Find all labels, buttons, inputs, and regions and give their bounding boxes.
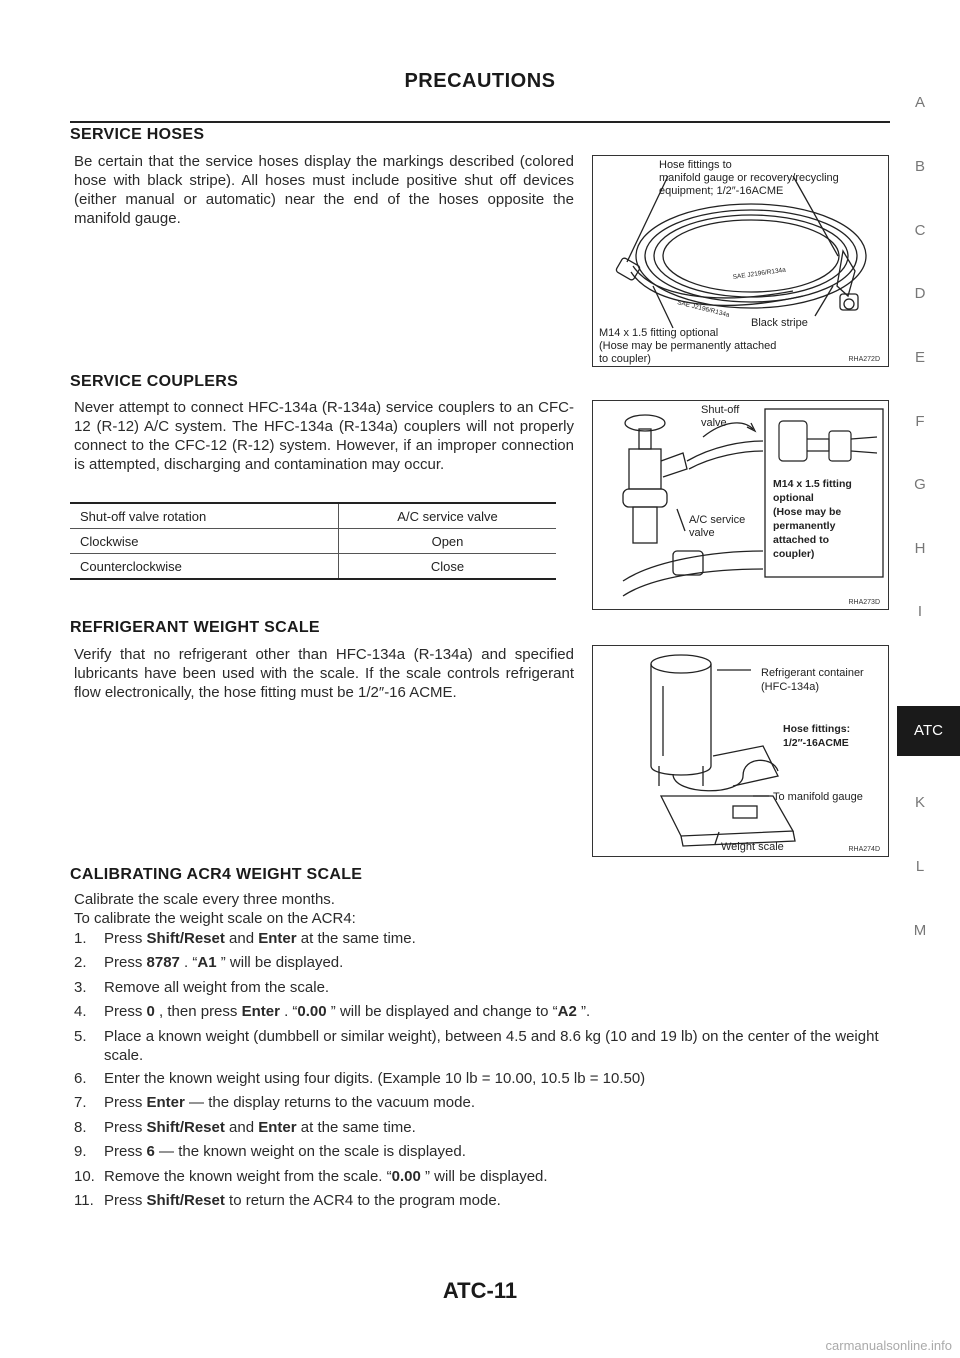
- step-text: [104, 1118, 894, 1137]
- step-text: [104, 1167, 894, 1186]
- calibrating-intro-1: Calibrate the scale every three months.: [74, 891, 335, 908]
- step-number: 8.: [74, 1119, 87, 1136]
- side-index-letter[interactable]: K: [914, 794, 925, 811]
- hose-label-top-2: manifold gauge or recovery/recycling: [659, 172, 839, 184]
- section-title-service-couplers: SERVICE COUPLERS: [70, 373, 239, 390]
- step-text-segment: . “: [279, 1003, 298, 1020]
- step-key: 8787: [146, 954, 180, 971]
- step-text-segment: ” will be displayed and change to “: [326, 1003, 558, 1020]
- figure-weight-scale: [592, 645, 889, 857]
- step-key: Enter: [241, 1003, 280, 1020]
- service-couplers-paragraph: Never attempt to connect HFC-134a (R-134a) service couplers to an CFC-12 (R-12) A/C system. The HFC-134a (R-134a) couplers will not properly connect to the CFC-12 (R-12) system. However, if an improper connection is attempted, discharging and contamination may occur.: [74, 399, 574, 473]
- step-text-segment: Press: [104, 1192, 147, 1209]
- figure-code-scale: RHA274D: [848, 846, 880, 853]
- step-key: 0: [146, 1003, 155, 1020]
- side-index-letter[interactable]: G: [914, 476, 926, 493]
- step-number: 1.: [74, 930, 87, 947]
- step-text: [104, 978, 894, 997]
- watermark: carmanualsonline.info: [825, 1338, 952, 1353]
- section-title-weight-scale: REFRIGERANT WEIGHT SCALE: [70, 619, 320, 636]
- step-text-segment: ” will be displayed.: [216, 954, 344, 971]
- table-header-cell: Shut-off valve rotation: [70, 503, 339, 529]
- service-hoses-paragraph: Be certain that the service hoses display the markings described (colored hose with black stripe). All hoses must include positive shut off devices (either manual or automatic) near the end of the hoses opposite the manifold gauge.: [74, 153, 574, 227]
- section-title-calibrating: CALIBRATING ACR4 WEIGHT SCALE: [70, 866, 363, 883]
- step-number: 9.: [74, 1143, 87, 1160]
- step-text-segment: — the known weight on the scale is displayed.: [154, 1143, 466, 1160]
- step-text-segment: ”.: [576, 1003, 591, 1020]
- step-key: 0.00: [297, 1003, 327, 1020]
- coupler-label-m14-1: M14 x 1.5 fitting: [773, 478, 852, 490]
- side-index-letter[interactable]: H: [914, 540, 926, 557]
- side-index-letter[interactable]: I: [917, 603, 923, 620]
- hose-label-black-stripe: Black stripe: [751, 317, 808, 329]
- coupler-illustration: [593, 401, 890, 611]
- scale-label-container-1: Refrigerant container: [761, 667, 864, 679]
- table-header-cell: A/C service valve: [339, 503, 557, 529]
- side-index-letter[interactable]: E: [914, 349, 925, 366]
- step-text: [104, 1027, 894, 1065]
- step-number: 4.: [74, 1003, 87, 1020]
- scale-label-fittings-1: Hose fittings:: [783, 723, 851, 735]
- side-index-letter[interactable]: D: [914, 285, 926, 302]
- figure-service-coupler: [592, 400, 889, 610]
- step-number: 3.: [74, 979, 87, 996]
- step-text-segment: , then press: [154, 1003, 242, 1020]
- step-text-segment: . “: [179, 954, 198, 971]
- step-text-segment: and: [224, 930, 259, 947]
- scale-label-weight: Weight scale: [721, 841, 784, 853]
- calibrating-intro-2: To calibrate the weight scale on the ACR4:: [74, 910, 356, 927]
- step-text: [104, 953, 894, 972]
- step-text-segment: Press: [104, 1143, 147, 1160]
- coupler-label-shutoff-2: valve: [701, 417, 727, 429]
- step-text: [104, 1093, 894, 1112]
- step-number: 11.: [74, 1192, 94, 1209]
- page-number: ATC-11: [442, 1278, 518, 1303]
- step-key: Shift/Reset: [146, 930, 225, 947]
- step-text: [104, 929, 894, 948]
- step-number: 10.: [74, 1168, 95, 1185]
- shutoff-valve-table: [70, 502, 556, 580]
- figure-code-coupler: RHA273D: [848, 599, 880, 606]
- scale-label-fittings-2: 1/2″-16ACME: [783, 737, 849, 749]
- step-key: Enter: [146, 1094, 185, 1111]
- step-text: [104, 1002, 894, 1021]
- title-rule: [70, 121, 890, 123]
- coupler-label-m14-2: optional: [773, 492, 814, 504]
- step-text: [104, 1069, 894, 1088]
- table-row: [70, 554, 556, 580]
- coupler-label-acvalve-2: valve: [689, 527, 715, 539]
- coupler-label-shutoff-1: Shut-off: [701, 404, 740, 416]
- hose-marking-2: SAE J2196/R134a: [676, 299, 731, 319]
- coupler-label-m14-6: coupler): [773, 548, 815, 560]
- step-key: A2: [557, 1003, 577, 1020]
- step-key: A1: [197, 954, 217, 971]
- side-index-active-tab[interactable]: ATC: [897, 706, 960, 756]
- step-key: 0.00: [391, 1168, 421, 1185]
- figure-service-hose: [592, 155, 889, 367]
- weight-scale-paragraph: Verify that no refrigerant other than HFC-134a (R-134a) and specified lubricants have been used with the scale. If the scale controls refrigerant flow electronically, the hose fitting must be 1/2″-16 ACME.: [74, 646, 574, 701]
- step-text-segment: Press: [104, 954, 147, 971]
- step-text-segment: and: [224, 1119, 259, 1136]
- step-text-segment: ” will be displayed.: [420, 1168, 548, 1185]
- side-index-letter[interactable]: C: [914, 222, 926, 239]
- step-number: 2.: [74, 954, 87, 971]
- scale-label-container-2: (HFC-134a): [761, 681, 820, 693]
- page-title: PRECAUTIONS: [404, 70, 556, 92]
- hose-label-bottom-3: to coupler): [599, 353, 651, 365]
- step-key: Shift/Reset: [146, 1119, 225, 1136]
- step-text-segment: at the same time.: [296, 930, 416, 947]
- coupler-label-m14-3: (Hose may be: [773, 506, 842, 518]
- step-key: Enter: [258, 930, 297, 947]
- hose-label-bottom-1: M14 x 1.5 fitting optional: [599, 327, 719, 339]
- step-text-segment: to return the ACR4 to the program mode.: [224, 1192, 501, 1209]
- step-text-segment: at the same time.: [296, 1119, 416, 1136]
- step-key: Enter: [258, 1119, 297, 1136]
- step-text-segment: Press: [104, 1119, 147, 1136]
- hose-label-top-1: Hose fittings to: [659, 159, 732, 171]
- step-number: 7.: [74, 1094, 87, 1111]
- side-index-letter[interactable]: L: [915, 858, 925, 875]
- table-cell: Open: [339, 529, 557, 554]
- step-text: [104, 1142, 894, 1161]
- step-text-segment: Place a known weight (dumbbell or similar weight), between 4.5 and 8.6 kg (10 and 19 lb) on the center of the weight scale.: [104, 1028, 879, 1064]
- hose-label-bottom-2: (Hose may be permanently attached: [599, 340, 777, 352]
- table-header-row: [70, 503, 556, 529]
- scale-label-manifold: To manifold gauge: [773, 791, 863, 803]
- step-text: [104, 1191, 894, 1210]
- step-number: 6.: [74, 1070, 87, 1087]
- step-text-segment: Remove the known weight from the scale. “: [104, 1168, 392, 1185]
- coupler-label-acvalve-1: A/C service: [689, 514, 746, 526]
- coupler-label-m14-5: attached to: [773, 534, 830, 546]
- hose-illustration: [593, 156, 890, 368]
- step-text-segment: Remove all weight from the scale.: [104, 979, 330, 996]
- step-number: 5.: [74, 1028, 87, 1045]
- hose-marking: SAE J2196/R134a: [732, 266, 787, 281]
- side-index-letter[interactable]: A: [914, 94, 925, 111]
- step-key: 6: [146, 1143, 155, 1160]
- side-index-letter[interactable]: B: [914, 158, 925, 175]
- scale-illustration: [593, 646, 890, 858]
- table-row: [70, 529, 556, 554]
- step-key: Shift/Reset: [146, 1192, 225, 1209]
- figure-code-hose: RHA272D: [848, 356, 880, 363]
- side-index-letter[interactable]: M: [913, 922, 927, 939]
- step-text-segment: Press: [104, 930, 147, 947]
- hose-label-top-3: equipment; 1/2″-16ACME: [659, 185, 784, 197]
- step-text-segment: Press: [104, 1094, 147, 1111]
- section-title-service-hoses: SERVICE HOSES: [70, 126, 205, 143]
- table-cell: Counterclockwise: [70, 554, 339, 580]
- step-text-segment: Press: [104, 1003, 147, 1020]
- side-index-letter[interactable]: F: [915, 413, 925, 430]
- table-cell: Clockwise: [70, 529, 339, 554]
- coupler-label-m14-4: permanently: [773, 520, 836, 532]
- step-text-segment: — the display returns to the vacuum mode.: [184, 1094, 476, 1111]
- table-cell: Close: [339, 554, 557, 580]
- step-text-segment: Enter the known weight using four digits. (Example 10 lb = 10.00, 10.5 lb = 10.50): [104, 1070, 646, 1087]
